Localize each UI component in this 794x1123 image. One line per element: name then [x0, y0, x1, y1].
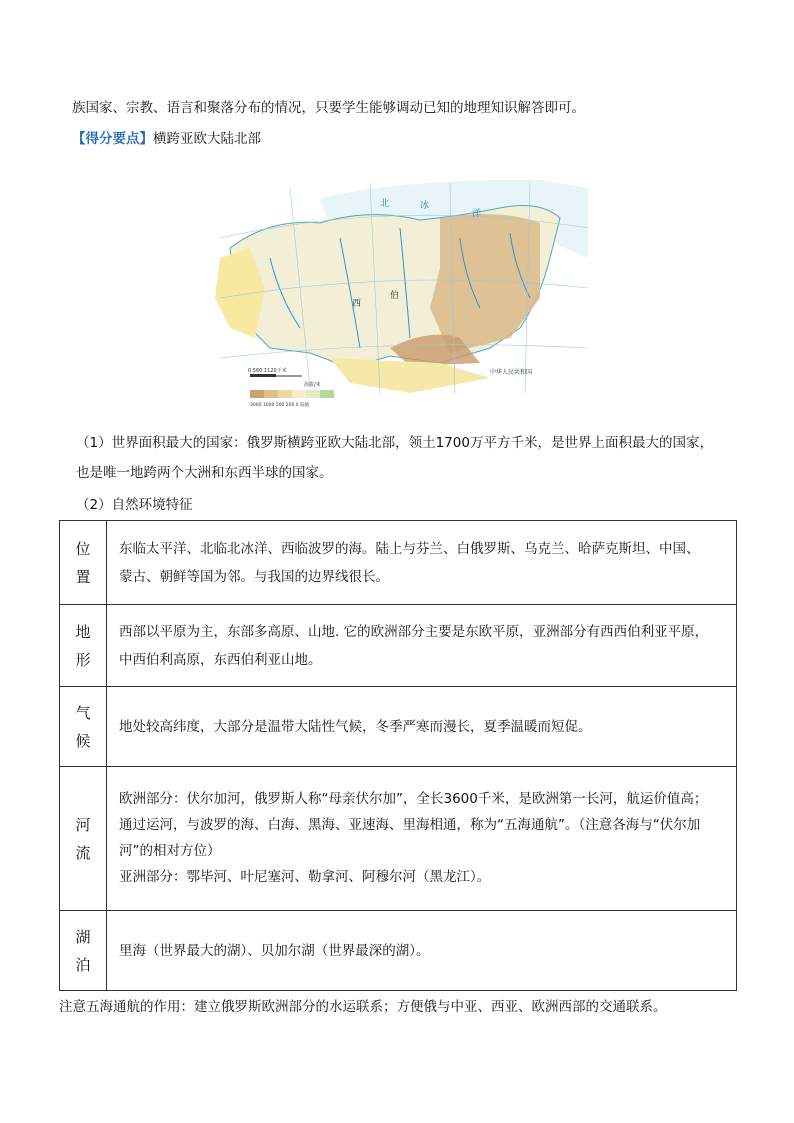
- row-header-terrain: 地 形: [60, 605, 107, 687]
- row-content-terrain: 西部以平原为主，东部多高原、山地. 它的欧洲部分主要是东欧平原，亚洲部分有西西伯利亚平原， 中西伯利高原，东西伯利亚山地。: [107, 605, 737, 687]
- row-content-location: 东临太平洋、北临北冰洋、西临波罗的海。陆上与芬兰、白俄罗斯、乌克兰、哈萨克斯坦、中国、 蒙古、朝鲜等国为邻。与我国的边界线很长。: [107, 521, 737, 605]
- row-content-climate: 地处较高纬度，大部分是温带大陆性气候，冬季严寒而漫长，夏季温暖而短促。: [107, 687, 737, 767]
- map-label-ocean: 洋: [472, 209, 482, 219]
- row-content-lakes: 里海（世界最大的湖）、贝加尔湖（世界最深的湖）。: [107, 911, 737, 991]
- table-row-rivers: [60, 767, 737, 911]
- map-label-north: 北: [380, 199, 390, 209]
- table-row-lakes: [60, 911, 737, 991]
- row-header-climate: 气 候: [60, 687, 107, 767]
- row-header-lakes: 湖 泊: [60, 911, 107, 991]
- map-label-west2: 伯: [390, 291, 400, 301]
- paragraph-2-heading: （2）自然环境特征: [76, 497, 193, 513]
- five-seas-note: 注意五海通航的作用：建立俄罗斯欧洲部分的水运联系；方便俄与中亚、西亚、欧洲西部的交通联系。: [59, 999, 667, 1015]
- key-point-text: 横跨亚欧大陆北部: [153, 131, 261, 147]
- key-point-bracket: 【得分要点】: [72, 131, 153, 147]
- natural-environment-table: [59, 520, 737, 991]
- paragraph-1-line-2: 也是唯一地跨两个大洲和东西半球的国家。: [76, 465, 333, 481]
- map-label-west: 西: [352, 299, 362, 309]
- map-scale-text: 0 560 1120千米: [248, 368, 287, 374]
- row-header-rivers: 河 流: [60, 767, 107, 911]
- russia-map-image: [210, 178, 588, 410]
- map-elevation-legend: [250, 390, 334, 398]
- table-row-climate: [60, 687, 737, 767]
- intro-text: 族国家、宗教、语言和聚落分布的情况，只要学生能够调动已知的地理知识解答即可。: [72, 100, 585, 116]
- key-point-line: [72, 129, 261, 149]
- map-legend-title: 海拔/米: [304, 382, 321, 388]
- row-header-location: 位 置: [60, 521, 107, 605]
- map-label-ice: 冰: [420, 201, 430, 211]
- map-label-china: 中华人民共和国: [490, 369, 533, 376]
- table-row-terrain: [60, 605, 737, 687]
- row-content-rivers: 欧洲部分：伏尔加河，俄罗斯人称“母亲伏尔加”，全长3600千米，是欧洲第一长河，航运价值高； 通过运河，与波罗的海、白海、黑海、亚速海、里海相通，称为“五海通航”。（注意各海与“伏尔加 河”的相对方位） 亚洲部分：鄂毕河、叶尼塞河、勒拿河、阿穆尔河（黑龙江）。: [107, 767, 737, 911]
- table-row-location: [60, 521, 737, 605]
- paragraph-1-line-1: （1）世界面积最大的国家：俄罗斯横跨亚欧大陆北部，领土1700万平方千米，是世界上面积最大的国家，: [76, 435, 713, 451]
- map-legend-values: 3000 1000 500 200 0 陆地: [250, 403, 310, 408]
